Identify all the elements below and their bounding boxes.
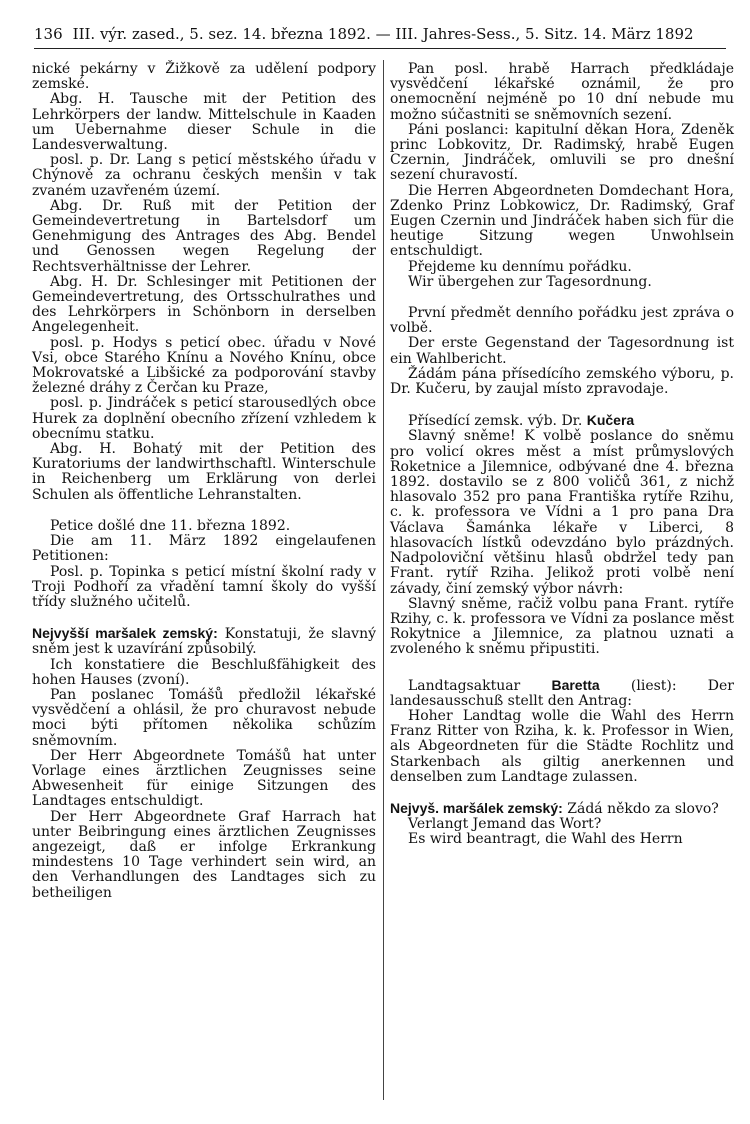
paragraph: Verlangt Jemand das Wort? bbox=[408, 816, 602, 833]
section-heading-german: Die am 11. März 1892 eingelaufenen Petitionen: bbox=[32, 533, 376, 565]
paragraph: Pan posl. hrabě Harrach předkládaje vysvědčení lékařské oznámil, že pro onemocnění nejméně po 10 dní nebude mu možno súčastniti se sněmovních sezení. bbox=[390, 61, 734, 123]
speaker-name: Nejvyšší maršalek zemský: bbox=[32, 625, 218, 642]
paragraph: Posl. p. Topinka s peticí místní školní rady v Troji Podhoří za vřadění tamní školy do vyšší třídy služného učitelů. bbox=[32, 563, 376, 610]
paragraph: Přejdeme ku dennímu pořádku. bbox=[408, 258, 632, 275]
speech-text: Zádá někdo za slovo? bbox=[562, 800, 719, 817]
speaker-title: Přísedící zemsk. výb. Dr. bbox=[408, 413, 587, 430]
paragraph: Pan poslanec Tomášů předložil lékařské vysvědčení a ohlásil, že pro churavost nebude moci býti přítomen několika schůzím sněmovním. bbox=[32, 686, 376, 749]
paragraph: Ich konstatiere die Beschlußfähigkeit des hohen Hauses (zvoní). bbox=[32, 656, 376, 688]
section-heading: Petice došlé dne 11. března 1892. bbox=[50, 517, 291, 534]
paragraph: Der Herr Abgeordnete Graf Harrach hat unter Beibringung eines ärztlichen Zeugnisses angezeigt, daß er infolge Erkrankung mindestens 10 Tage verhindert sein wird, an den Verhandlungen des Landtages sich zu betheiligen bbox=[32, 808, 376, 901]
paragraph: posl. p. Hodys s peticí obec. úřadu v Nové Vsi, obce Starého Knínu a Nového Knínu, obce Mokrovatské a Libšické za podporování stavby železné dráhy z Čerčan ku Praze, bbox=[32, 334, 376, 397]
paragraph: Slavný sněme! K volbě poslance do sněmu pro volicí okres měst a míst průmyslových Roketnice a Jilemnice, odbývané dne 4. března 1892. dostavilo se z 800 voličů 361, z nichž hlasovalo 352 pro pana Františka rytíře Rzihu, c. k. professora ve Vídni a 1 pro pana Dra Václava Šamánka lékaře v Liberci, 8 hlasovacích lístků odevzdáno bylo prázdných. Nadpoloviční většinu hlasů obdržel tedy pan Frant. rytíř Rziha. Jelikož proti volbě není závady, činí zemský výbor návrh: bbox=[390, 428, 734, 597]
paragraph: Abg. Dr. Ruß mit der Petition der Gemeindevertretung in Bartelsdorf um Genehmigung des Antrages des Abg. Bendel und Genossen wegen Regelung der Rechtsverhältnisse der Lehrer. bbox=[32, 197, 376, 275]
column-divider bbox=[383, 60, 384, 1100]
speaker-name: Kučera bbox=[586, 412, 635, 429]
paragraph: nické pekárny v Žižkově za udělení podpory zemské. bbox=[32, 61, 376, 93]
paragraph: První předmět denního pořádku jest zpráva o volbě. bbox=[390, 305, 734, 337]
paragraph: posl. p. Dr. Lang s peticí městského úřadu v Chýnově za ochranu českých menšin v tak zvaném uzavřeném území. bbox=[32, 152, 376, 199]
paragraph: Abg. H. Dr. Schlesinger mit Petitionen der Gemeindevertretung, des Ortsschulrathes und des Lehrkörpers in Schönborn in derselben Angelegenheit. bbox=[32, 273, 376, 336]
speaker-title: Landtagsaktuar bbox=[408, 677, 552, 694]
speech-text: (liest): Der landesausschuß stellt den Antrag: bbox=[390, 677, 734, 709]
paragraph: Slavný sněme, račiž volbu pana Frant. rytíře Rzihy, c. k. professora ve Vídni za poslance měst Rokytnice a Jilemnice, za platnou uznati a zvoleného k sněmu připustiti. bbox=[390, 595, 734, 658]
page-number: 136 bbox=[34, 25, 63, 43]
speaker-name: Baretta bbox=[551, 676, 600, 693]
speech-text: Konstatuji, že slavný sněm jest k uzavírání způsobilý. bbox=[32, 626, 376, 658]
right-column bbox=[390, 62, 734, 848]
speaker-paragraph bbox=[390, 801, 734, 817]
paragraph: Páni poslanci: kapitulní děkan Hora, Zdeněk princ Lobkovitz, Dr. Radimský, hrabě Eugen Czernin, Jindráček, omluvili se pro dnešní sezení churavostí. bbox=[390, 121, 734, 184]
paragraph: Hoher Landtag wolle die Wahl des Herrn Franz Ritter von Rziha, k. k. Professor in Wien, als Abgeordneten für die Städte Rochlitz und Starkenbach als giltig anerkennen und denselben zum Landtage zulassen. bbox=[390, 707, 734, 785]
speaker-name: Nejvyš. maršálek zemský: bbox=[390, 799, 563, 816]
speaker-paragraph bbox=[32, 626, 376, 657]
speaker-paragraph bbox=[390, 678, 734, 709]
left-column bbox=[32, 62, 376, 901]
paragraph: posl. p. Jindráček s peticí starousedlých obce Hurek za doplnění obecního zřízení vzhledem k obecnímu statku. bbox=[32, 395, 376, 442]
paragraph: Abg. H. Bohatý mit der Petition des Kuratoriums der landwirthschaftl. Winterschule in Reichenberg um Erklärung von derlei Schulen als öffentliche Lehranstalten. bbox=[32, 441, 376, 503]
running-title: III. výr. zased., 5. sez. 14. března 1892. — III. Jahres-Sess., 5. Sitz. 14. März 1892 bbox=[72, 25, 694, 43]
paragraph: Der Herr Abgeordnete Tomášů hat unter Vorlage eines ärztlichen Zeugnisses seine Abwesenheit für einige Sitzungen des Landtages entschuldigt. bbox=[32, 747, 376, 810]
paragraph: Es wird beantragt, die Wahl des Herrn bbox=[408, 831, 683, 848]
page-header bbox=[34, 22, 724, 46]
header-rule bbox=[34, 48, 726, 49]
paragraph: Der erste Gegenstand der Tagesordnung ist ein Wahlbericht. bbox=[390, 335, 734, 367]
paragraph: Žádám pána přísedícího zemského výboru, p. Dr. Kučeru, by zaujal místo zpravodaje. bbox=[390, 365, 734, 398]
paragraph: Wir übergehen zur Tagesordnung. bbox=[408, 273, 652, 290]
paragraph: Die Herren Abgeordneten Domdechant Hora, Zdenko Prinz Lobkowicz, Dr. Radimský, Graf Eugen Czernin und Jindráček haben sich für die heutige Sitzung wegen Unwohlsein entschuldigt. bbox=[390, 182, 734, 260]
paragraph: Abg. H. Tausche mit der Petition des Lehrkörpers der landw. Mittelschule in Kaaden um Uebernahme dieser Schule in die Landesverwaltung. bbox=[32, 91, 376, 154]
